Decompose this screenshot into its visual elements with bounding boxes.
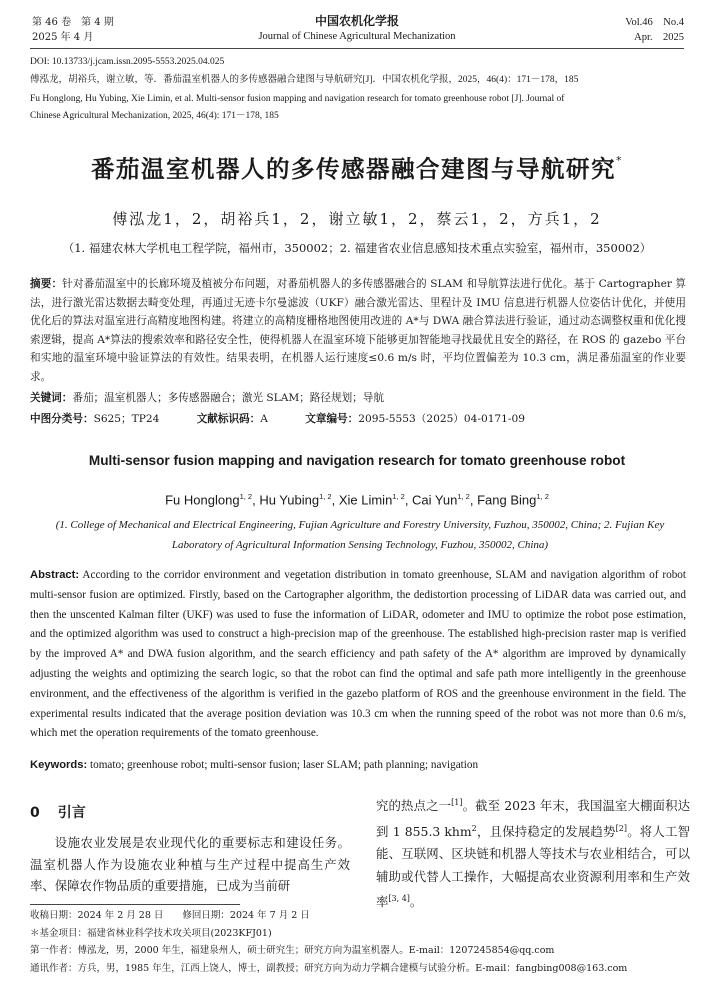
author-affil-sup: 1, 2 bbox=[536, 492, 549, 501]
clc-label: 中图分类号： bbox=[30, 413, 94, 425]
author-affil-sup: 1, 2 bbox=[457, 492, 470, 501]
doc-code-label: 文献标识码： bbox=[196, 413, 261, 425]
article-no-label: 文章编号： bbox=[305, 413, 359, 425]
author-affil-sup: 1, 2 bbox=[319, 492, 332, 501]
section-heading bbox=[30, 802, 86, 822]
author-en: Fu Honglong bbox=[165, 492, 240, 508]
journal-name-cn: 中国农机化学报 bbox=[314, 14, 399, 28]
authors-en: Fu Honglong$^{1, 2}$, Hu Yubing$^{1, 2}$, Xie Limin$^{1, 2}$, Cai Yun$^{1, 2}$, Fang Bing$^{1, 2}$ bbox=[165, 492, 549, 508]
keywords-cn-text: 番茄；温室机器人；多传感器融合；激光 SLAM；路径规划；导航 bbox=[72, 392, 384, 404]
running-header-right bbox=[625, 15, 684, 45]
classification-line bbox=[30, 410, 686, 429]
unit-exponent: 2 bbox=[471, 823, 477, 833]
body-text: 。将人工智能、互联网、区块链和机器人等技术与农业相结合，可以辅助或代替人工操作，大幅提高农业资源利用率和生产效率 bbox=[376, 823, 691, 910]
keywords-cn bbox=[30, 389, 686, 408]
section-number: 0 bbox=[30, 805, 40, 821]
affiliations-en: (1. College of Mechanical and Electrical Engineering, Fujian Agriculture and Forestry University, Fuzhou, 350002, China; 2. Fujian Key Laboratory of Agricultural Information Sensing Technology, Fuzhou, 350002, China) bbox=[55, 519, 665, 551]
clc-value: S625；TP24 bbox=[93, 413, 160, 425]
corresponding-author-note: 通讯作者：方兵，男，1985 年生，江西上饶人，博士，副教授；研究方向为动力学耦合建模与试验分析。E-mail：fangbing008@163.com bbox=[30, 962, 628, 974]
doi-line: DOI: 10.13733/j.jcam.issn.2095-5553.2025.04.025 bbox=[30, 57, 225, 67]
body-text: ，且保持稳定的发展趋势 bbox=[476, 823, 616, 839]
body-text: 。截至 2023 年末，我国温室大棚面积达到 1 855.3 khm bbox=[376, 798, 690, 839]
citation-en-line1: Fu Honglong, Hu Yubing, Xie Limin, et al. Multi-sensor fusion mapping and navigation research for tomato greenhouse robot [J]. Journal of bbox=[30, 94, 565, 104]
author-en: Xie Limin bbox=[338, 492, 393, 508]
received-dates: 收稿日期：2024 年 2 月 28 日 修回日期：2024 年 7 月 2 日 bbox=[30, 910, 310, 921]
citation-ref: [3, 4] bbox=[388, 894, 410, 904]
volume-issue-cn: 第 46 卷 第 4 期 bbox=[32, 17, 114, 28]
paper-title-en: Multi-sensor fusion mapping and navigation research for tomato greenhouse robot bbox=[88, 453, 626, 468]
affiliations-cn: （1. 福建农林大学机电工程学院，福州市，350002；2. 福建省农业信息感知技术重点实验室，福州市，350002） bbox=[62, 241, 652, 255]
abstract-cn-label: 摘要： bbox=[30, 278, 63, 290]
date-cn: 2025 年 4 月 bbox=[32, 32, 94, 43]
author-affil-sup: 1, 2 bbox=[239, 492, 253, 501]
abstract-en-label: Abstract: bbox=[30, 569, 80, 581]
author-en: Cai Yun bbox=[412, 492, 458, 508]
title-footnote-mark: * bbox=[616, 154, 623, 168]
body-text: 究的热点之一 bbox=[376, 798, 452, 814]
citation-ref: [2] bbox=[615, 823, 627, 833]
citation-cn: 傅泓龙，胡裕兵，谢立敏，等．番茄温室机器人的多传感器融合建图与导航研究[J]．中国农机化学报，2025，46(4)：171－178，185 bbox=[30, 75, 579, 85]
citation-ref: [1] bbox=[451, 798, 463, 807]
keywords-cn-label: 关键词： bbox=[30, 392, 73, 404]
footnotes bbox=[30, 907, 690, 977]
keywords-en-text: tomato; greenhouse robot; multi-sensor fusion; laser SLAM; path planning; navigation bbox=[90, 759, 479, 771]
abstract-cn-text: 针对番茄温室中的长廊环境及植被分布问题，对番茄机器人的多传感器融合的 SLAM 和导航算法进行优化。基于 Cartographer 算法，进行激光雷达数据去畸变处理，再通过无迹卡尔曼滤波（UKF）融合激光雷达、里程计及 IMU 信息进行机器人位姿估计优化，并使用优化后的算法对温室进行高精度地图构建。将建立的高精度栅格地图使用改进的 A*与 DWA 融合算法进行验证，通过动态调整权重和优化搜索逻辑，提高 A*算法的搜索效率和路径安全性，使得机器人在温室环境下能够更加智能地寻找最优且安全的路径，在 ROS 的 gazebo 平台和实地的温室环境中验证算法的有效性。结果表明，在机器人运行速度≤0.6 m/s 时，平均位置偏差为 10.3 cm，满足番茄温室的作业要求。 bbox=[30, 278, 686, 383]
volume-issue-en: Vol.46 No.4 bbox=[625, 17, 684, 28]
first-author-note: 第一作者：傅泓龙，男，2000 年生，福建泉州人，硕士研究生；研究方向为温室机器人。E-mail：1207245854@qq.com bbox=[30, 945, 555, 956]
body-paragraph bbox=[376, 792, 690, 914]
authors-cn: 傅泓龙1，2，胡裕兵1，2，谢立敏1，2，蔡云1，2，方兵1，2 bbox=[112, 210, 602, 228]
running-header-center bbox=[0, 13, 714, 44]
author-en: Fang Bing bbox=[477, 492, 537, 508]
keywords-en bbox=[30, 756, 686, 775]
doc-code-value: A bbox=[260, 413, 268, 425]
author-affil-sup: 1, 2 bbox=[392, 492, 405, 501]
title-cn-text: 番茄温室机器人的多传感器融合建图与导航研究 bbox=[91, 155, 616, 183]
author-en: Hu Yubing bbox=[259, 492, 320, 508]
date-en: Apr. 2025 bbox=[634, 32, 684, 43]
abstract-en bbox=[30, 566, 686, 744]
body-text: 。 bbox=[409, 894, 423, 910]
fund-note: ＊基金项目：福建省林业科学技术攻关项目(2023KFJ01) bbox=[30, 927, 272, 939]
body-paragraph: 设施农业发展是农业现代化的重要标志和建设任务。温室机器人作为设施农业种植与生产过程中提高生产效率、保障农作物品质的重要措施，已成为当前研 bbox=[30, 835, 350, 893]
header-rule bbox=[30, 48, 684, 49]
section-title: 引言 bbox=[57, 805, 86, 821]
abstract-cn bbox=[30, 275, 686, 387]
body-column-left bbox=[30, 832, 350, 897]
body-column-right bbox=[376, 792, 690, 914]
abstract-en-text: According to the corridor environment and vegetation distribution in tomato greenhouse, SLAM and navigation algorithm of robot multi-sensor fusion are optimized. Firstly, based on the Cartographer algorithm, the dedistortion processing of LiDAR data was carried out, and then the unscented Kalman filter (UKF) was used to fuse the information of LiDAR, odometer and IMU to optimize the robot pose estimation, and the optimized algorithm was used to construct a high-precision map of the greenhouse. The established high-precision raster map is verified by the improved A* and DWA fusion algorithm, and the search efficiency and path safety of the A* algorithm are improved by dynamically adjusting the weights and optimizing the search logic, so that the robot can find the optimal and safe path more intelligently in the greenhouse environment, and the effectiveness of the algorithm is verified in the gazebo platform of ROS and the greenhouse environment in the field. The experimental results indicated that the average position deviation was 10.3 cm when the running speed of the robot was not more than 0.6 m/s, which met the operation requirements of the tomato greenhouse. bbox=[30, 569, 686, 740]
journal-name-en: Journal of Chinese Agricultural Mechanization bbox=[258, 31, 456, 42]
paper-title-cn bbox=[0, 150, 714, 184]
citation-en-line2: Chinese Agricultural Mechanization, 2025, 46(4): 171－178, 185 bbox=[30, 111, 279, 121]
footnote-rule bbox=[30, 904, 240, 905]
article-no-value: 2095-5553（2025）04-0171-09 bbox=[358, 413, 525, 425]
keywords-en-label: Keywords: bbox=[30, 759, 88, 771]
